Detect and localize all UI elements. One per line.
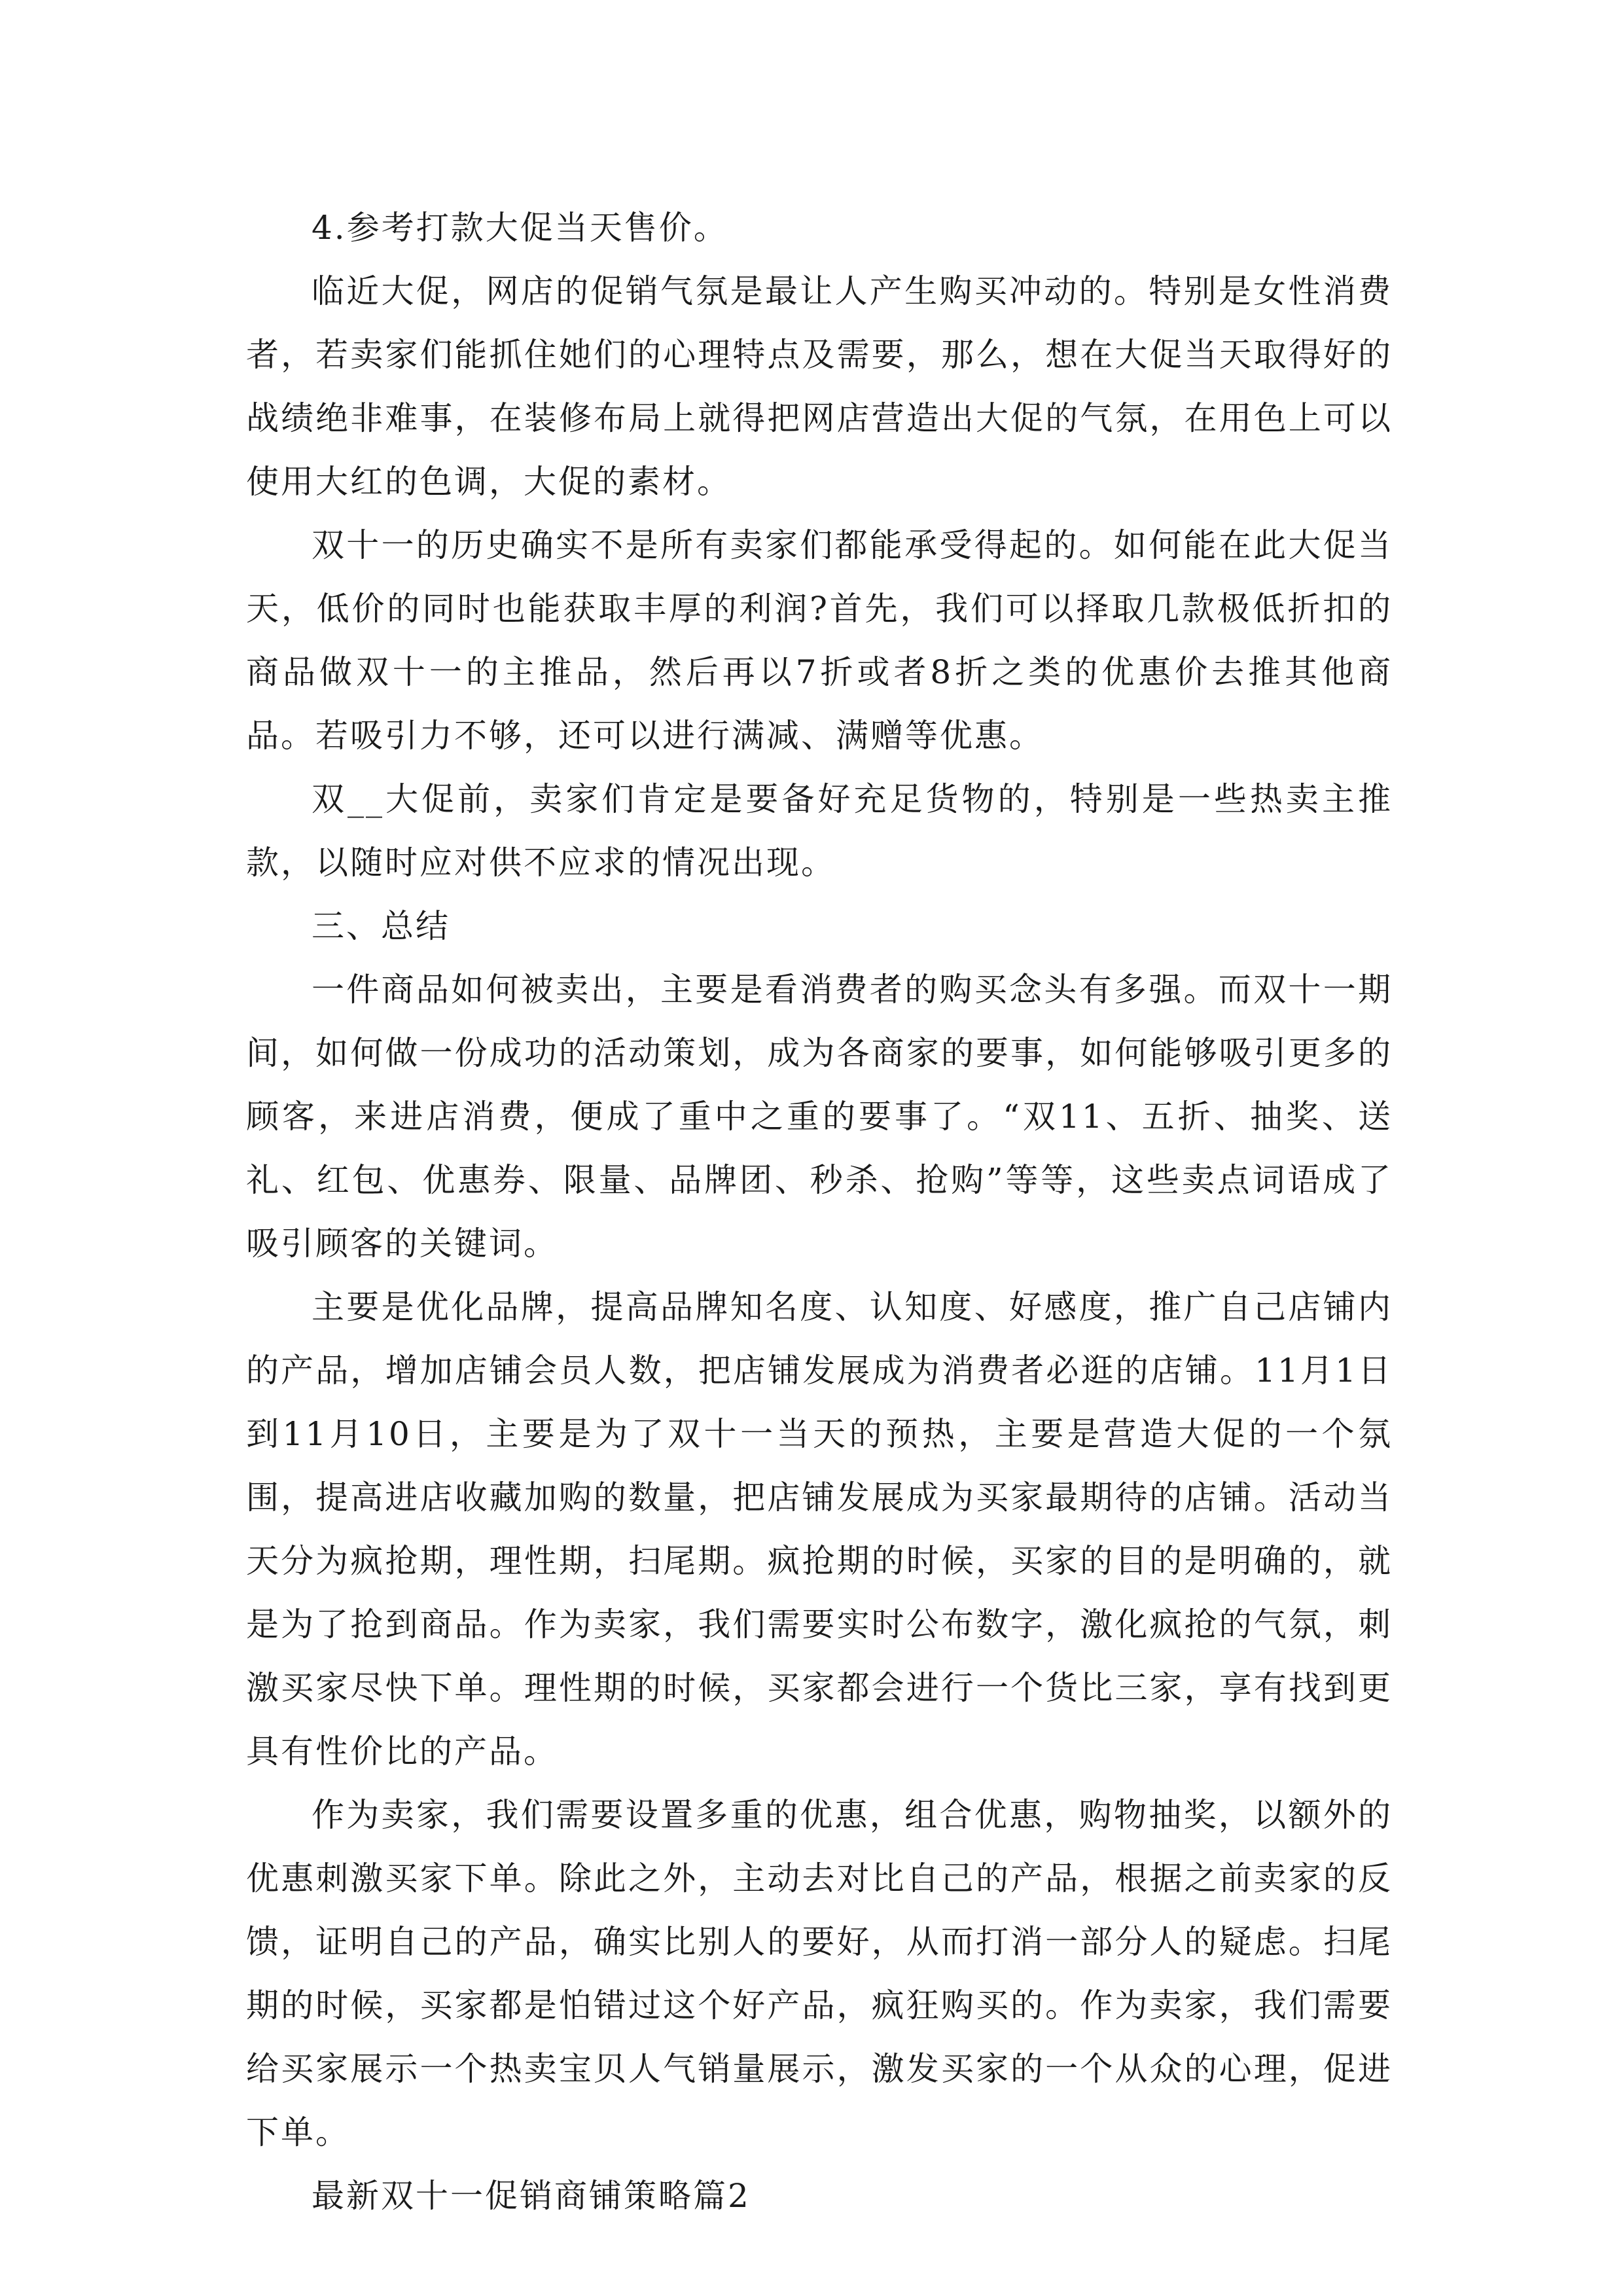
paragraph-seller-tactics: 作为卖家，我们需要设置多重的优惠，组合优惠，购物抽奖，以额外的优惠刺激买家下单。除此之外，主动去对比自己的产品，根据之前卖家的反馈，证明自己的产品，确实比别人的要好，从而打消一部分人的疑虑。扫尾期的时候，买家都是怕错过这个好产品，疯狂购买的。作为卖家，我们需要给买家展示一个热卖宝贝人气销量展示，激发买家的一个从众的心理，促进下单。 bbox=[246, 1796, 1393, 2151]
paragraph-pricing-strategy: 双十一的历史确实不是所有卖家们都能承受得起的。如何能在此大促当天，低价的同时也能获取丰厚的利润?首先，我们可以择取几款极低折扣的商品做双十一的主推品，然后再以7折或者8折之类的优惠价去推其他商品。若吸引力不够，还可以进行满减、满赠等优惠。 bbox=[246, 526, 1393, 755]
paragraph-promo-atmosphere: 临近大促，网店的促销气氛是最让人产生购买冲动的。特别是女性消费者，若卖家们能抓住她们的心理特点及需要，那么，想在大促当天取得好的战绩绝非难事，在装修布局上就得把网店营造出大促的气氛，在用色上可以使用大红的色调，大促的素材。 bbox=[246, 272, 1393, 501]
section-heading-summary: 三、总结 bbox=[312, 907, 450, 945]
list-item-reference-price: 4.参考打款大促当天售价。 bbox=[312, 209, 728, 247]
paragraph-stock-prep: 双__大促前，卖家们肯定是要备好充足货物的，特别是一些热卖主推款，以随时应对供不应求的情况出现。 bbox=[246, 780, 1393, 882]
paragraph-summary-intro: 一件商品如何被卖出，主要是看消费者的购买念头有多强。而双十一期间，如何做一份成功的活动策划，成为各商家的要事，如何能够吸引更多的顾客，来进店消费，便成了重中之重的要事了。“双11、五折、抽奖、送礼、红包、优惠券、限量、品牌团、秒杀、抢购”等等，这些卖点词语成了吸引顾客的关键词。 bbox=[246, 971, 1393, 1263]
next-article-title: 最新双十一促销商铺策略篇2 bbox=[312, 2177, 751, 2215]
document-page bbox=[246, 196, 1393, 2228]
paragraph-brand-optimization: 主要是优化品牌，提高品牌知名度、认知度、好感度，推广自己店铺内的产品，增加店铺会员人数，把店铺发展成为消费者必逛的店铺。11月1日到11月10日，主要是为了双十一当天的预热，主要是营造大促的一个氛围，提高进店收藏加购的数量，把店铺发展成为买家最期待的店铺。活动当天分为疯抢期，理性期，扫尾期。疯抢期的时候，买家的目的是明确的，就是为了抢到商品。作为卖家，我们需要实时公布数字，激化疯抢的气氛，刺激买家尽快下单。理性期的时候，买家都会进行一个货比三家，享有找到更具有性价比的产品。 bbox=[246, 1288, 1393, 1770]
